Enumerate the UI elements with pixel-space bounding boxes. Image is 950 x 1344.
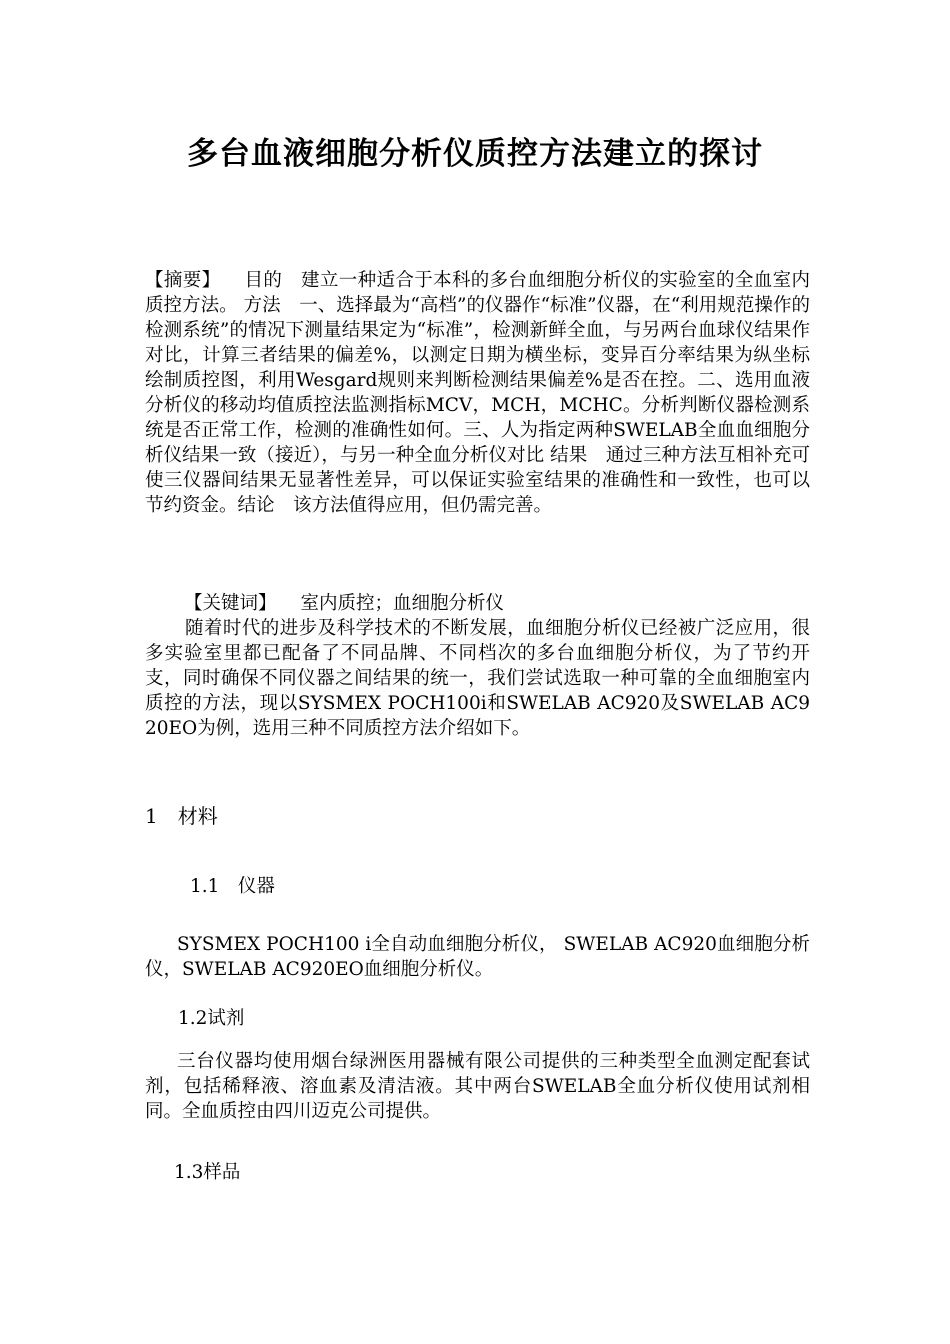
subsection-heading-samples: 1.3样品 [174,1162,241,1183]
document-title: 多台血液细胞分析仪质控方法建立的探讨 [187,136,763,172]
reagents-paragraph: 三台仪器均使用烟台绿洲医用器械有限公司提供的三种类型全血测定配套试剂，包括稀释液、溶血素及清洁液。其中两台SWELAB全血分析仪使用试剂相同。全血质控由四川迈克公司提供。 [145,1051,810,1122]
keywords-label: 【关键词】 [184,593,277,614]
subsection-heading-reagents: 1.2试剂 [178,1008,245,1029]
intro-paragraph: 随着时代的进步及科学技术的不断发展，血细胞分析仪已经被广泛应用，很多实验室里都已配备了不同品牌、不同档次的多台血细胞分析仪，为了节约开支，同时确保不同仪器之间结果的统一，我们尝试选取一种可靠的全血细胞室内质控的方法，现以SYSMEX POCH100i和SWELAB AC920及SWELAB AC920EO为例，选用三种不同质控方法介绍如下。 [145,618,810,739]
abstract-paragraph [145,268,810,518]
instruments-paragraph: SYSMEX POCH100 i全自动血细胞分析仪， SWELAB AC920血细胞分析仪，SWELAB AC920EO血细胞分析仪。 [145,934,810,980]
section-heading-materials: 1 材料 [145,804,218,828]
keywords-line [184,591,804,616]
subsection-heading-instruments: 1.1 仪器 [190,876,275,897]
keywords-text: 室内质控；血细胞分析仪 [300,593,505,614]
abstract-label: 【摘要】 [145,270,221,291]
abstract-text: 目的 建立一种适合于本科的多台血细胞分析仪的实验室的全血室内质控方法。 方法 一、选择最为“高档”的仪器作“标准”仪器，在“利用规范操作的检测系统”的情况下测量结果定为“标准”，检测新鲜全血，与另两台血球仪结果作对比，计算三者结果的偏差%，以测定日期为横坐标，变异百分率结果为纵坐标绘制质控图，利用Wesgard规则来判断检测结果偏差%是否在控。二、选用血液分析仪的移动均值质控法监测指标MCV，MCH，MCHC。分析判断仪器检测系统是否正常工作，检测的准确性如何。三、人为指定两种SWELAB全血血细胞分析仪结果一致（接近），与另一种全血分析仪对比 结果 通过三种方法互相补充可使三仪器间结果无显著性差异，可以保证实验室结果的准确性和一致性，也可以节约资金。结论 该方法值得应用，但仍需完善。 [145,270,810,516]
